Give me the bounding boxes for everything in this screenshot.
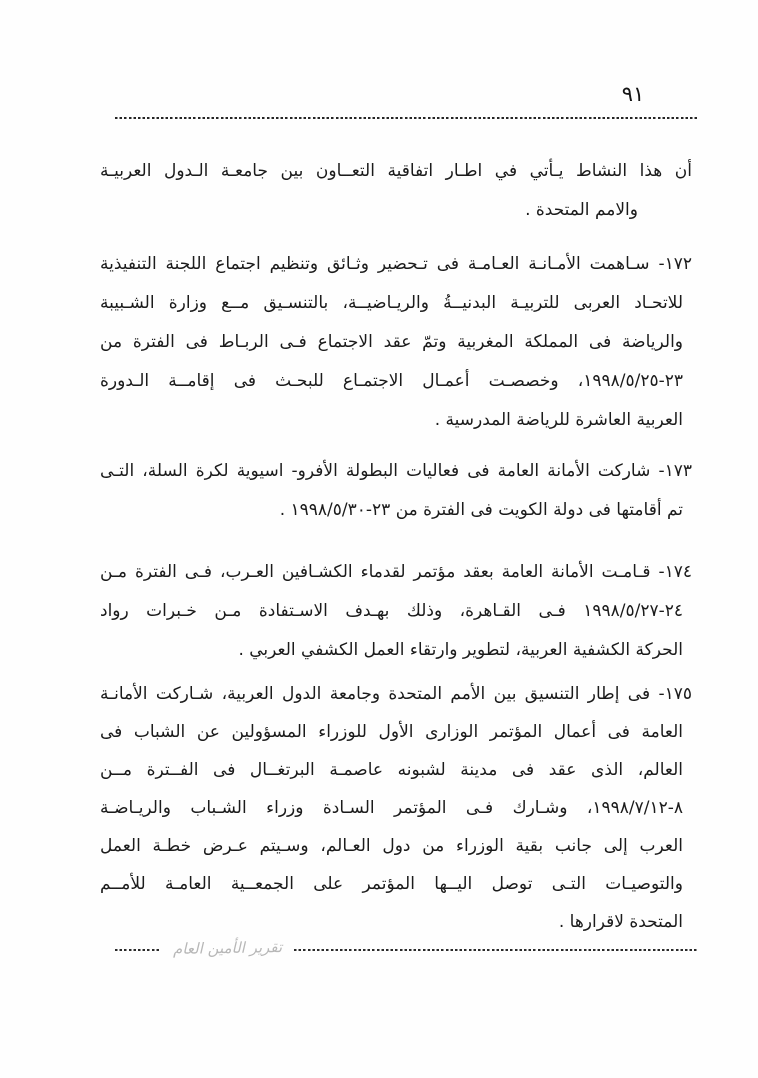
text-line: للاتحـاد العربى للتربيـة البدنيــةُ والريـاضيــة، بالتنسـيق مــع وزارة الشـبيبة — [100, 293, 683, 313]
footer-divider-left-segment — [294, 949, 697, 951]
text-line: والامم المتحدة . — [525, 200, 638, 220]
text-line: ١٧٤- قـامـت الأمانة العامة بعقد مؤتمر لقدماء الكشـافين العـرب، فـى الفترة مـن — [100, 562, 692, 582]
text-line: تم أقامتها فى دولة الكويت فى الفترة من ٢٣-١٩٩٨/٥/٣٠ . — [279, 500, 683, 520]
text-line: المتحدة لاقرارها . — [558, 912, 683, 932]
footer-divider — [115, 938, 697, 962]
paragraph-174 — [100, 553, 692, 670]
text-line: ١٧٥- فى إطار التنسيق بين الأمم المتحدة وجامعة الدول العربية، شـاركت الأمانـة — [100, 684, 692, 704]
text-line: العامة فى أعمال المؤتمر الوزارى الأول للوزراء المسؤولين عن الشباب فى — [100, 722, 683, 742]
text-line: ٢٣-١٩٩٨/٥/٢٥، وخصصـت أعمـال الاجتمـاع للبحـث فى إقامــة الـدورة — [100, 371, 683, 391]
text-line: ٨-١٩٩٨/٧/١٢، وشـارك فـى المؤتمر السـادة وزراء الشـباب والريـاضـة — [100, 798, 683, 818]
text-line: ١٧٢- سـاهمت الأمـانـة العـامـة فى تـحضير وثـائق وتنظيم اجتماع اللجنة التنفيذية — [100, 254, 692, 274]
paragraph-175 — [100, 675, 692, 941]
text-line: والتوصيـات التـى توصل اليــها المؤتمر على الجمعــية العامـة للأمــم — [100, 874, 683, 894]
text-line: ٢٤-١٩٩٨/٥/٢٧ فـى القـاهرة، وذلك بهـدف الاسـتفادة مـن خـبرات رواد — [100, 601, 683, 621]
text-line: العرب إلى جانب بقية الوزراء من دول العـالم، وسـيتم عـرض خطـة العمل — [100, 836, 683, 856]
footer-stamp: تقرير الأمين العام — [172, 938, 283, 958]
text-line: الحركة الكشفية العربية، لتطوير وارتقاء العمل الكشفي العربي . — [238, 640, 683, 660]
paragraph-173 — [100, 452, 692, 530]
paragraph-172 — [100, 245, 692, 440]
document-body — [100, 0, 692, 1078]
paragraph-intro — [100, 152, 692, 230]
footer-divider-right-segment — [115, 949, 161, 951]
text-line: أن هذا النشاط يـأتي في اطـار اتفاقية التعــاون بين جامعـة الـدول العربيـة — [100, 161, 692, 181]
text-line: العالم، الذى عقد فى مدينة لشبونه عاصمـة البرتغــال فى الفــترة مــن — [100, 760, 683, 780]
text-line: والرياضة فى المملكة المغربية وتمّ عقد الاجتماع فـى الربـاط فى الفترة من — [100, 332, 683, 352]
text-line: ١٧٣- شاركت الأمانة العامة فى فعاليات البطولة الأفرو- اسيوية لكرة السلة، التـى — [100, 461, 692, 481]
text-line: العربية العاشرة للرياضة المدرسية . — [434, 410, 683, 430]
page-number: ٩١ — [621, 82, 645, 106]
